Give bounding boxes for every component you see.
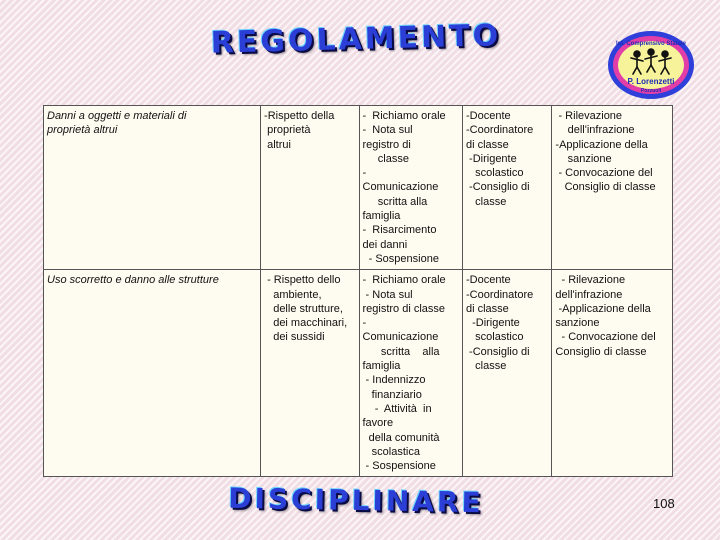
cell-line: -Dirigente xyxy=(465,317,520,330)
cell-line: ambiente, xyxy=(264,288,322,301)
cell-line: -Coordinatore xyxy=(465,124,534,137)
cell-line: dell'infrazione xyxy=(555,124,635,137)
cell-line: - Nota sul xyxy=(362,288,413,301)
cell-line: -Applicazione della xyxy=(555,302,651,315)
cell-line: classe xyxy=(465,195,507,208)
table-row xyxy=(44,270,673,477)
cell-line: -Rispetto della xyxy=(264,110,335,122)
cell-line: - xyxy=(362,317,367,330)
table-cell-col5 xyxy=(552,270,673,477)
cell-line: Comunicazione xyxy=(362,181,439,194)
cell-line: registro di classe xyxy=(362,302,446,315)
cell-line: scolastico xyxy=(465,167,524,180)
cell-line: finanziario xyxy=(362,388,422,401)
table-cell-col2 xyxy=(261,106,359,270)
cell-line: Consiglio di classe xyxy=(555,345,647,358)
cell-line: -Applicazione della xyxy=(555,138,648,151)
logo-middle-text: P. Lorenzetti xyxy=(627,77,675,86)
cell-line: - Richiamo orale xyxy=(362,274,446,287)
title-disciplinare: DISCIPLINARE xyxy=(228,481,484,520)
cell-line: scolastico xyxy=(465,331,524,344)
logo-top-text: Ist. Comprensivo Statale xyxy=(615,41,687,47)
cell-line: dell'infrazione xyxy=(555,288,623,301)
cell-line: di classe xyxy=(465,138,509,151)
table-cell-col1 xyxy=(44,106,261,270)
logo-bottom-text: Pozzuoli xyxy=(640,88,662,94)
title-regolamento: REGOLAMENTO xyxy=(210,18,502,61)
cell-line: delle strutture, xyxy=(264,302,343,315)
table-row xyxy=(44,106,673,270)
school-logo xyxy=(607,30,695,100)
cell-line: sanzione xyxy=(555,317,600,330)
cell-line: - Risarcimento xyxy=(362,224,437,237)
cell-line: - Rilevazione xyxy=(555,274,626,287)
cell-line: scritta alla xyxy=(362,195,428,208)
cell-line: proprietà xyxy=(264,124,311,137)
page-number: 108 xyxy=(653,496,675,511)
cell-line: classe xyxy=(362,152,409,165)
cell-line: classe xyxy=(465,360,507,373)
cell-line: -Docente xyxy=(465,110,511,122)
cell-line: famiglia xyxy=(362,360,401,373)
cell-line: famiglia xyxy=(362,210,401,223)
cell-line: scritta alla xyxy=(362,345,440,358)
table-cell-col3 xyxy=(359,106,462,270)
table-cell-col5 xyxy=(552,106,673,270)
cell-line: -Consiglio di xyxy=(465,345,530,358)
cell-line: altrui xyxy=(264,138,291,151)
cell-line: -Consiglio di xyxy=(465,181,530,194)
cell-line: Uso scorretto e danno alle strutture xyxy=(47,274,219,287)
cell-line: - xyxy=(362,167,367,180)
cell-line: favore xyxy=(362,417,394,430)
cell-line: registro di xyxy=(362,138,411,151)
cell-line: proprietà altrui xyxy=(47,124,118,137)
cell-line: dei danni xyxy=(362,238,408,251)
cell-line: di classe xyxy=(465,302,509,315)
cell-line: - Sospensione xyxy=(362,460,436,473)
cell-line: -Coordinatore xyxy=(465,288,534,301)
table-cell-col2 xyxy=(261,270,359,477)
table-cell-col4 xyxy=(462,106,551,270)
cell-line: dei sussidi xyxy=(264,331,325,344)
cell-line: -Docente xyxy=(465,274,511,287)
table-cell-col1 xyxy=(44,270,261,477)
cell-line: della comunità xyxy=(362,431,440,444)
cell-line: - Convocazione del xyxy=(555,167,653,180)
table-cell-col4 xyxy=(462,270,551,477)
cell-line: - Attività in xyxy=(362,402,432,415)
cell-line: - Nota sul xyxy=(362,124,413,137)
cell-line: - Rilevazione xyxy=(555,110,623,122)
cell-line: - Indennizzo xyxy=(362,374,426,387)
table-cell-col3 xyxy=(359,270,462,477)
cell-line: Danni a oggetti e materiali di xyxy=(47,110,187,122)
cell-line: - Richiamo orale xyxy=(362,110,446,122)
cell-line: sanzione xyxy=(555,152,612,165)
cell-line: Consiglio di classe xyxy=(555,181,656,194)
cell-line: Comunicazione xyxy=(362,331,439,344)
cell-line: - Convocazione del xyxy=(555,331,656,344)
cell-line: - Sospensione xyxy=(362,252,439,265)
cell-line: -Dirigente xyxy=(465,152,517,165)
cell-line: dei macchinari, xyxy=(264,317,348,330)
cell-line: scolastica xyxy=(362,445,420,458)
cell-line: - Rispetto dello xyxy=(264,274,341,287)
regolamento-table xyxy=(43,105,673,477)
